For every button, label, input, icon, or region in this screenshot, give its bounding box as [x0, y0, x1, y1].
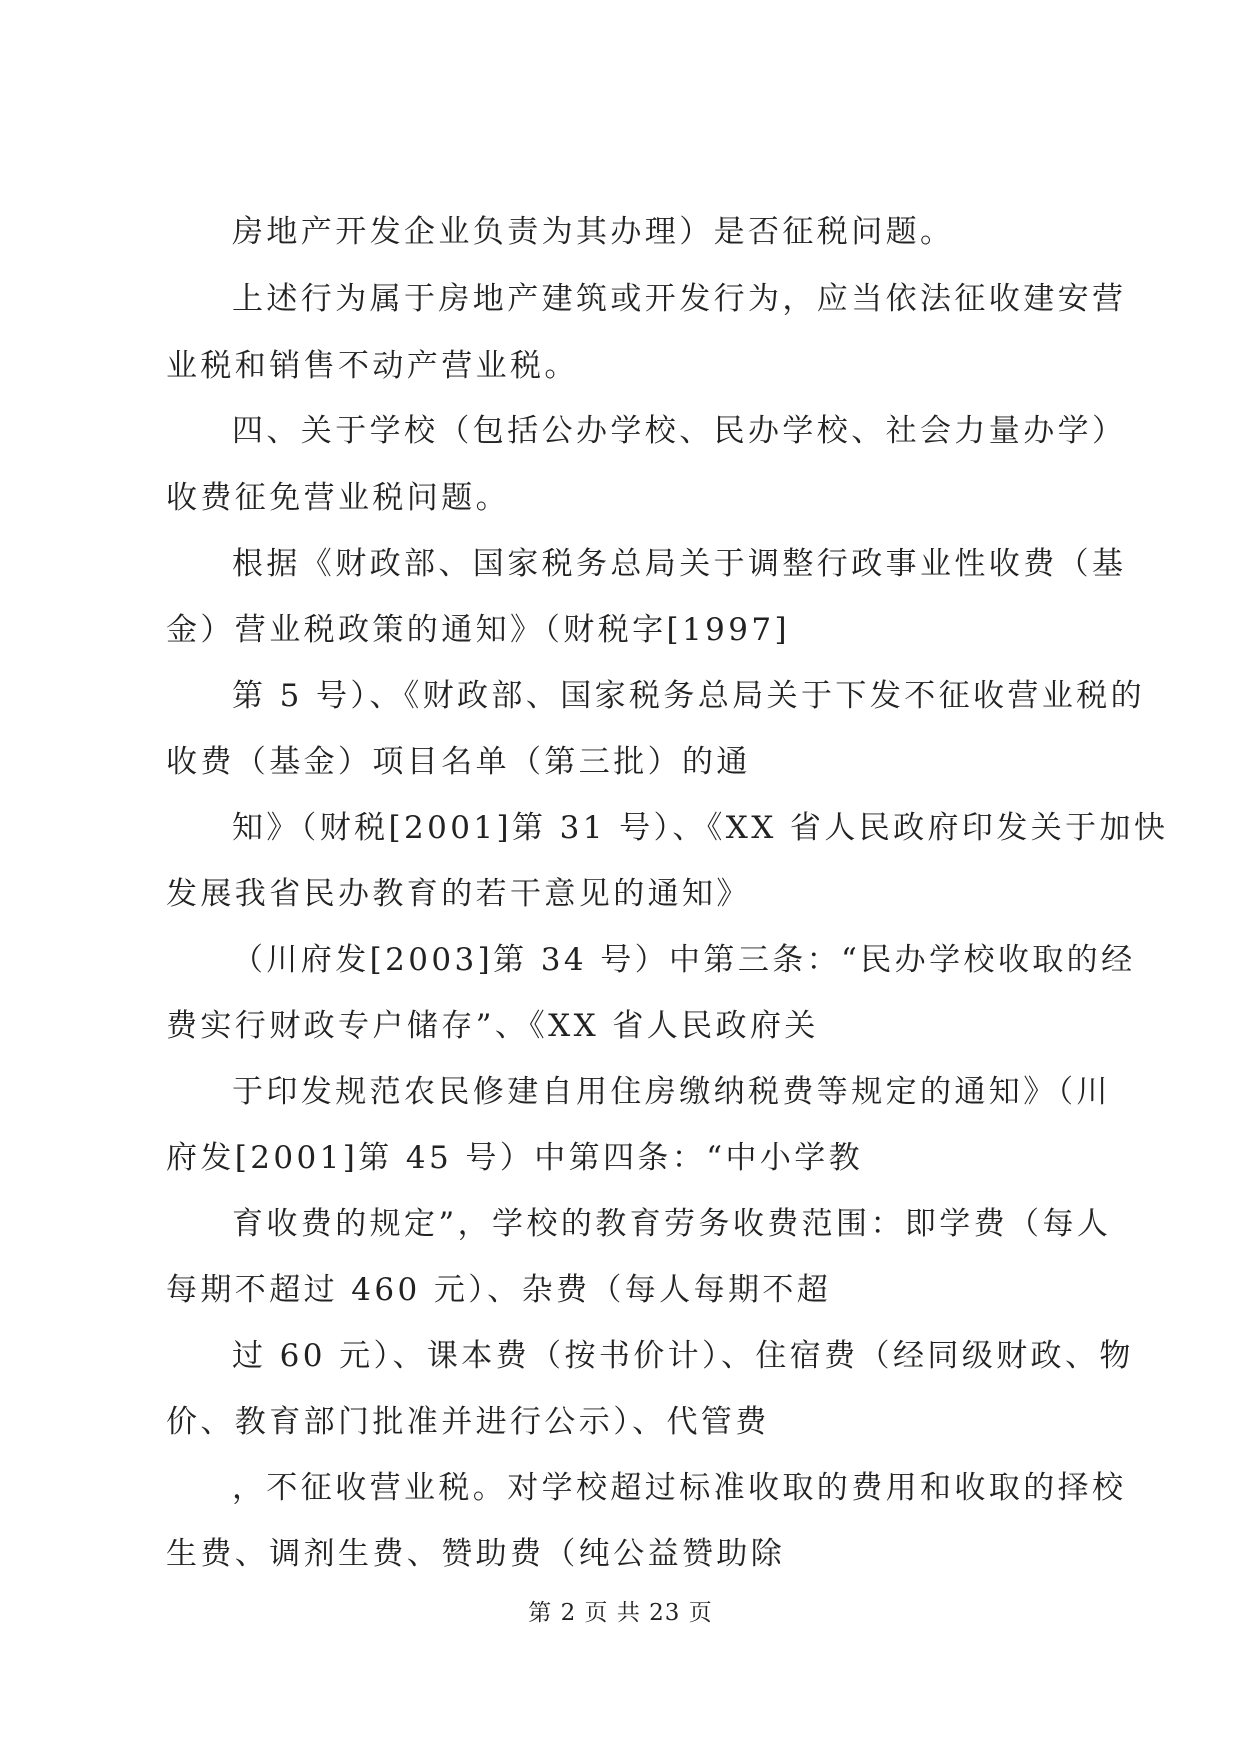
paragraph-line: 生费、调剂生费、赞助费（纯公益赞助除 — [166, 1536, 786, 1572]
paragraph-line: 业税和销售不动产营业税。 — [166, 348, 579, 384]
paragraph-line: ，不征收营业税。对学校超过标准收取的费用和收取的择校 — [232, 1470, 1127, 1506]
paragraph-line: 金）营业税政策的通知》（财税字[1997] — [166, 612, 790, 648]
paragraph-line: 发展我省民办教育的若干意见的通知》 — [166, 876, 751, 912]
section-heading-line: 收费征免营业税问题。 — [166, 480, 510, 516]
paragraph-line: 上述行为属于房地产建筑或开发行为，应当依法征收建安营 — [232, 281, 1127, 317]
paragraph-line: 育收费的规定”，学校的教育劳务收费范围：即学费（每人 — [232, 1206, 1112, 1242]
paragraph-line: 每期不超过 460 元）、杂费（每人每期不超 — [166, 1272, 832, 1308]
section-heading-line: 四、关于学校（包括公办学校、民办学校、社会力量办学） — [232, 413, 1127, 449]
paragraph-line: 费实行财政专户储存”、《XX 省人民政府关 — [166, 1008, 819, 1044]
paragraph-line: 第 5 号）、《财政部、国家税务总局关于下发不征收营业税的 — [232, 678, 1146, 714]
paragraph-line: 府发[2001]第 45 号）中第四条：“中小学教 — [166, 1140, 864, 1176]
paragraph-line: 知》（财税[2001]第 31 号）、《XX 省人民政府印发关于加快 — [232, 810, 1169, 846]
paragraph-line: 收费（基金）项目名单（第三批）的通 — [166, 744, 751, 780]
paragraph-line: 根据《财政部、国家税务总局关于调整行政事业性收费（基 — [232, 546, 1127, 582]
paragraph-line: 于印发规范农民修建自用住房缴纳税费等规定的通知》（川 — [232, 1074, 1111, 1110]
paragraph-line: （川府发[2003]第 34 号）中第三条：“民办学校收取的经 — [232, 942, 1136, 978]
paragraph-line: 过 60 元）、课本费（按书价计）、住宿费（经同级财政、物 — [232, 1338, 1134, 1374]
paragraph-line: 房地产开发企业负责为其办理）是否征税问题。 — [232, 214, 955, 250]
paragraph-line: 价、教育部门批准并进行公示）、代管费 — [166, 1404, 770, 1440]
page-number-footer: 第 2 页 共 23 页 — [528, 1600, 713, 1626]
